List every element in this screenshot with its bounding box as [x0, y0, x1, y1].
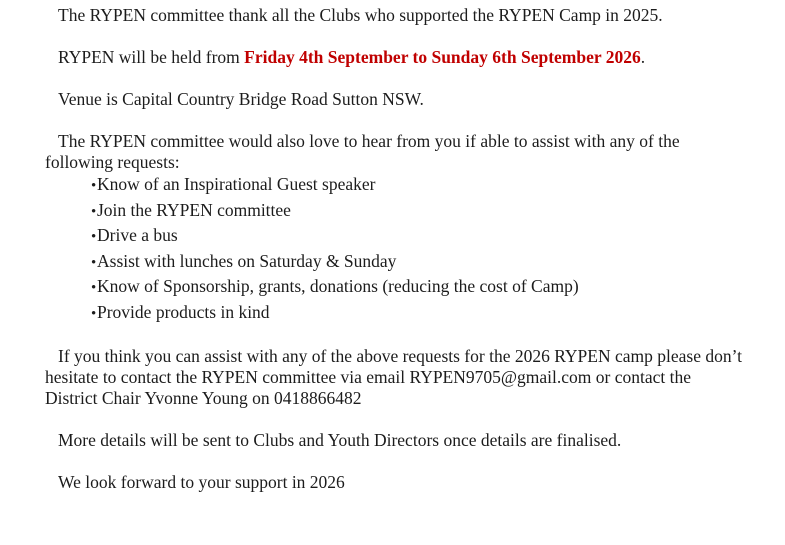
bullet-icon: • [91, 305, 97, 322]
paragraph-venue [45, 89, 745, 110]
list-item [45, 275, 745, 301]
paragraph-contact [45, 346, 745, 409]
bullet-icon: • [91, 254, 97, 271]
paragraph-requests-intro [45, 131, 745, 173]
list-item [45, 250, 745, 276]
list-item-label: Know of Sponsorship, grants, donations (reducing the cost of Camp) [97, 276, 579, 296]
spacer-6 [45, 451, 745, 472]
paragraph-venue-text: Venue is Capital Country Bridge Road Sutton NSW. [58, 89, 424, 109]
paragraph-contact-text: If you think you can assist with any of the above requests for the 2026 RYPEN camp please don’t hesitate to contact the RYPEN committee via email RYPEN9705@gmail.com or contact the District Chair Yvonne Young on 0418866482 [45, 346, 742, 408]
list-item-label: Join the RYPEN committee [97, 199, 291, 220]
bullet-icon: • [91, 203, 97, 220]
paragraph-dates-tail: . [640, 47, 646, 67]
list-item-label: Provide products in kind [97, 301, 270, 322]
event-dates-highlight: Friday 4th September to Sunday 6th September 2026 [244, 47, 641, 67]
spacer-1 [45, 26, 745, 47]
list-item [45, 199, 745, 225]
spacer-3 [45, 110, 745, 131]
spacer-5 [45, 409, 745, 430]
paragraph-more-details [45, 430, 745, 451]
list-item-label: Drive a bus [97, 225, 178, 245]
paragraph-requests-intro-text: The RYPEN committee would also love to hear from you if able to assist with any of the following requests: [45, 131, 680, 172]
paragraph-dates-lead: RYPEN will be held from [58, 47, 245, 67]
paragraph-more-details-text: More details will be sent to Clubs and Youth Directors once details are finalised. [58, 430, 622, 450]
bullet-icon: • [91, 280, 97, 296]
spacer-4 [45, 326, 745, 346]
requests-bullet-list [45, 173, 745, 326]
list-item [45, 224, 745, 250]
document-body [45, 0, 745, 493]
paragraph-support [45, 472, 745, 493]
paragraph-support-text: We look forward to your support in 2026 [58, 472, 345, 492]
list-item-label: Assist with lunches on Saturday & Sunday [97, 250, 397, 271]
paragraph-dates [45, 47, 745, 68]
paragraph-thanks [45, 5, 745, 26]
paragraph-thanks-text: The RYPEN committee thank all the Clubs who supported the RYPEN Camp in 2025. [58, 5, 663, 25]
bullet-icon: • [91, 178, 97, 194]
bullet-icon: • [91, 229, 97, 245]
spacer-2 [45, 68, 745, 89]
list-item [45, 301, 745, 327]
list-item [45, 173, 745, 199]
list-item-label: Know of an Inspirational Guest speaker [97, 174, 376, 194]
